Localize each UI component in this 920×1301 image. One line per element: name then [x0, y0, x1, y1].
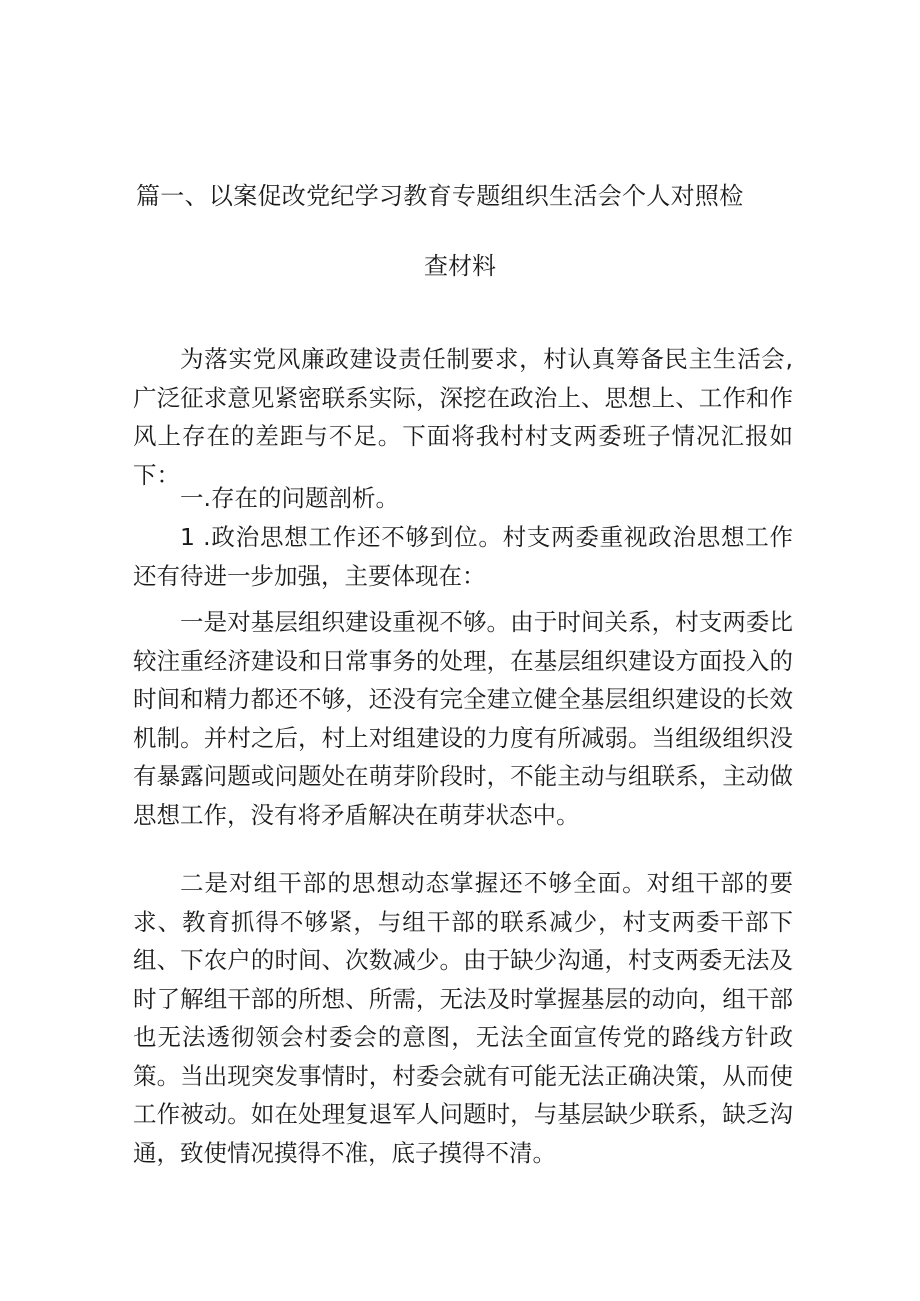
paragraph-point-two: 二是对组干部的思想动态掌握还不够全面。对组干部的要求、教育抓得不够紧，与组干部的联系减少，村支两委干部下组、下农户的时间、次数减少。由于缺少沟通，村支两委无法及时了解组干部的所想、所需，无法及时掌握基层的动向，组干部也无法透彻领会村委会的意图，无法全面宣传党的路线方针政策。当出现突发事情时，村委会就有可能无法正确决策，从而使工作被动。如在处理复退军人问题时，与基层缺少联系，缺乏沟通，致使情况摸得不准，底子摸得不清。 — [133, 869, 793, 1167]
paragraph-point-one: 一是对基层组织建设重视不够。由于时间关系，村支两委比较注重经济建设和日常事务的处理，在基层组织建设方面投入的时间和精力都还不够，还没有完全建立健全基层组织建设的长效机制。并村之后，村上对组建设的力度有所减弱。当组级组织没有暴露问题或问题处在萌芽阶段时，不能主动与组联系，主动做思想工作，没有将矛盾解决在萌芽状态中。 — [133, 608, 793, 829]
document-title-line-1: 篇一、以案促改党纪学习教育专题组织生活会个人对照检 — [136, 182, 744, 210]
document-title-line-2: 查材料 — [424, 252, 496, 280]
paragraph-political-work: 1 .政治思想工作还不够到位。村支两委重视政治思想工作还有待进一步加强，主要体现在： — [133, 523, 793, 590]
paragraph-intro: 为落实党风廉政建设责任制要求，村认真筹备民主生活会,广泛征求意见紧密联系实际，深挖在政治上、思想上、工作和作风上存在的差距与不足。下面将我村村支两委班子情况汇报如下： — [133, 345, 793, 489]
section-heading-problems: 一.存在的问题剖析。 — [180, 484, 399, 512]
